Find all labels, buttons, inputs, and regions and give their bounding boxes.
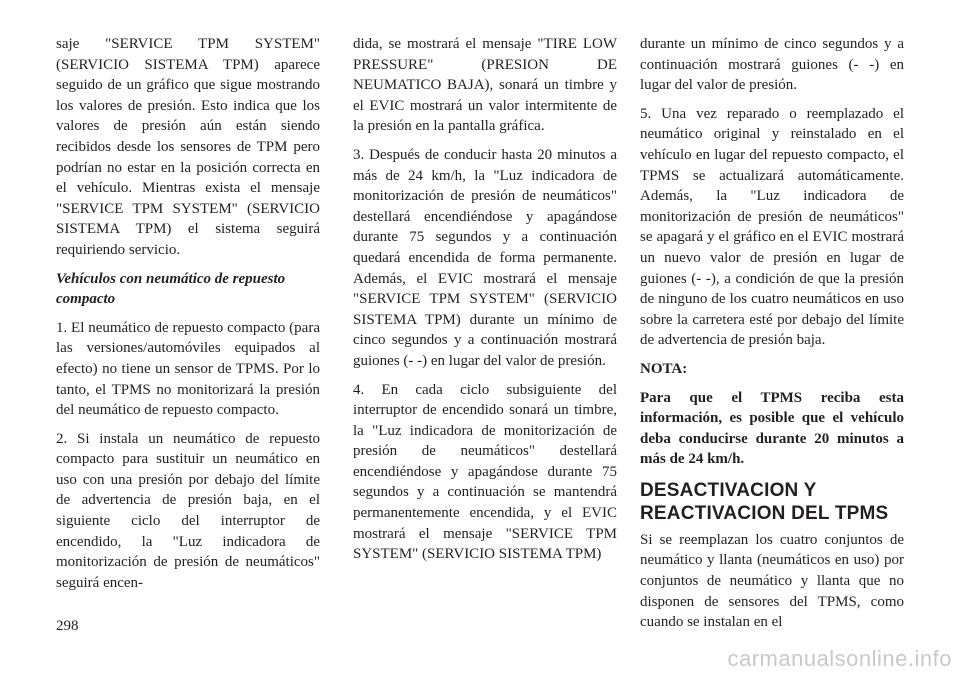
paragraph-step-2: 2. Si instala un neumático de repuesto compacto para sustituir un neumático en uso con una presión por debajo del límite de advertencia de presión baja, en el siguiente ciclo del interruptor de encendido, la "Luz indicadora de monitorización de presión de neumáticos" seguirá encen-: [56, 430, 320, 591]
subheading-compact-spare: Vehículos con neumático de repuesto compacto: [56, 270, 286, 308]
paragraph-step-3: 3. Después de conducir hasta 20 minutos a más de 24 km/h, la "Luz indicadora de monitorización de presión de neumáticos" destellará encendiéndose y apagándose durante 75 segundos y a continuación quedará encendida de forma permanente. Además, el EVIC mostrará el mensaje "SERVICE TPM SYSTEM" (SERVICIO SISTEMA TPM) durante un mínimo de cinco segundos y a continuación mostrará guiones (- -) en lugar del valor de presión.: [353, 146, 617, 369]
paragraph-step-4: 4. En cada ciclo subsiguiente del interruptor de encendido sonará un timbre, la "Luz indicadora de monitorización de presión de neumáticos" destellará encendiéndose y apagándose durante 75 segundos y a continuación se mantendrá permanentemente encendida, y el EVIC mostrará el mensaje "SERVICE TPM SYSTEM" (SERVICIO SISTEMA TPM): [353, 381, 617, 563]
text-column-3: [640, 34, 904, 633]
text-column-1: [56, 34, 320, 593]
text-column-2: [353, 34, 617, 565]
paragraph: Si se reemplazan los cuatro conjuntos de neumático y llanta (neumáticos en uso) por conjuntos de neumático y llanta que no disponen de sensores del TPMS, como cuando se instalan en el: [640, 531, 904, 631]
paragraph: durante un mínimo de cinco segundos y a continuación mostrará guiones (- -) en lugar del valor de presión.: [640, 36, 904, 94]
paragraph-step-5: 5. Una vez reparado o reemplazado el neumático original y reinstalado en el vehículo en lugar del repuesto compacto, el TPMS se actualizará automáticamente. Además, la "Luz indicadora de monitorización de presión de neumáticos" se apagará y el gráfico en el EVIC mostrará un nuevo valor de presión en lugar de guiones (- -), a condición de que la presión de ninguno de los cuatro neumáticos en uso sobre la carretera esté por debajo del límite de advertencia de presión baja.: [640, 105, 904, 349]
paragraph: saje "SERVICE TPM SYSTEM" (SERVICIO SISTEMA TPM) aparece seguido de un gráfico que sigue mostrando los valores de presión. Esto indica que los valores de presión aún están siendo recibidos desde los sensores de TPM pero podrían no estar en la posición correcta en el vehículo. Mientras exista el mensaje "SERVICE TPM SYSTEM" (SERVICIO SISTEMA TPM) el sistema seguirá requiriendo servicio.: [56, 36, 320, 258]
note-text: Para que el TPMS reciba esta información, es posible que el vehículo deba conducirse durante 20 minutos a más de 24 km/h.: [640, 389, 904, 468]
note-label: NOTA:: [640, 360, 688, 377]
paragraph-step-1: 1. El neumático de repuesto compacto (para las versiones/automóviles equipados al efecto) no tiene un sensor de TPMS. Por lo tanto, el TPMS no monitorizará la presión del neumático de repuesto compacto.: [56, 319, 320, 419]
page-number: 298: [56, 618, 79, 634]
paragraph: dida, se mostrará el mensaje "TIRE LOW PRESSURE" (PRESION DE NEUMATICO BAJA), sonará un timbre y el EVIC mostrará un valor intermitente de la presión en la pantalla gráfica.: [353, 36, 617, 135]
watermark: carmanualsonline.info: [727, 646, 952, 671]
section-heading: DESACTIVACION Y REACTIVACION DEL TPMS: [640, 479, 889, 524]
